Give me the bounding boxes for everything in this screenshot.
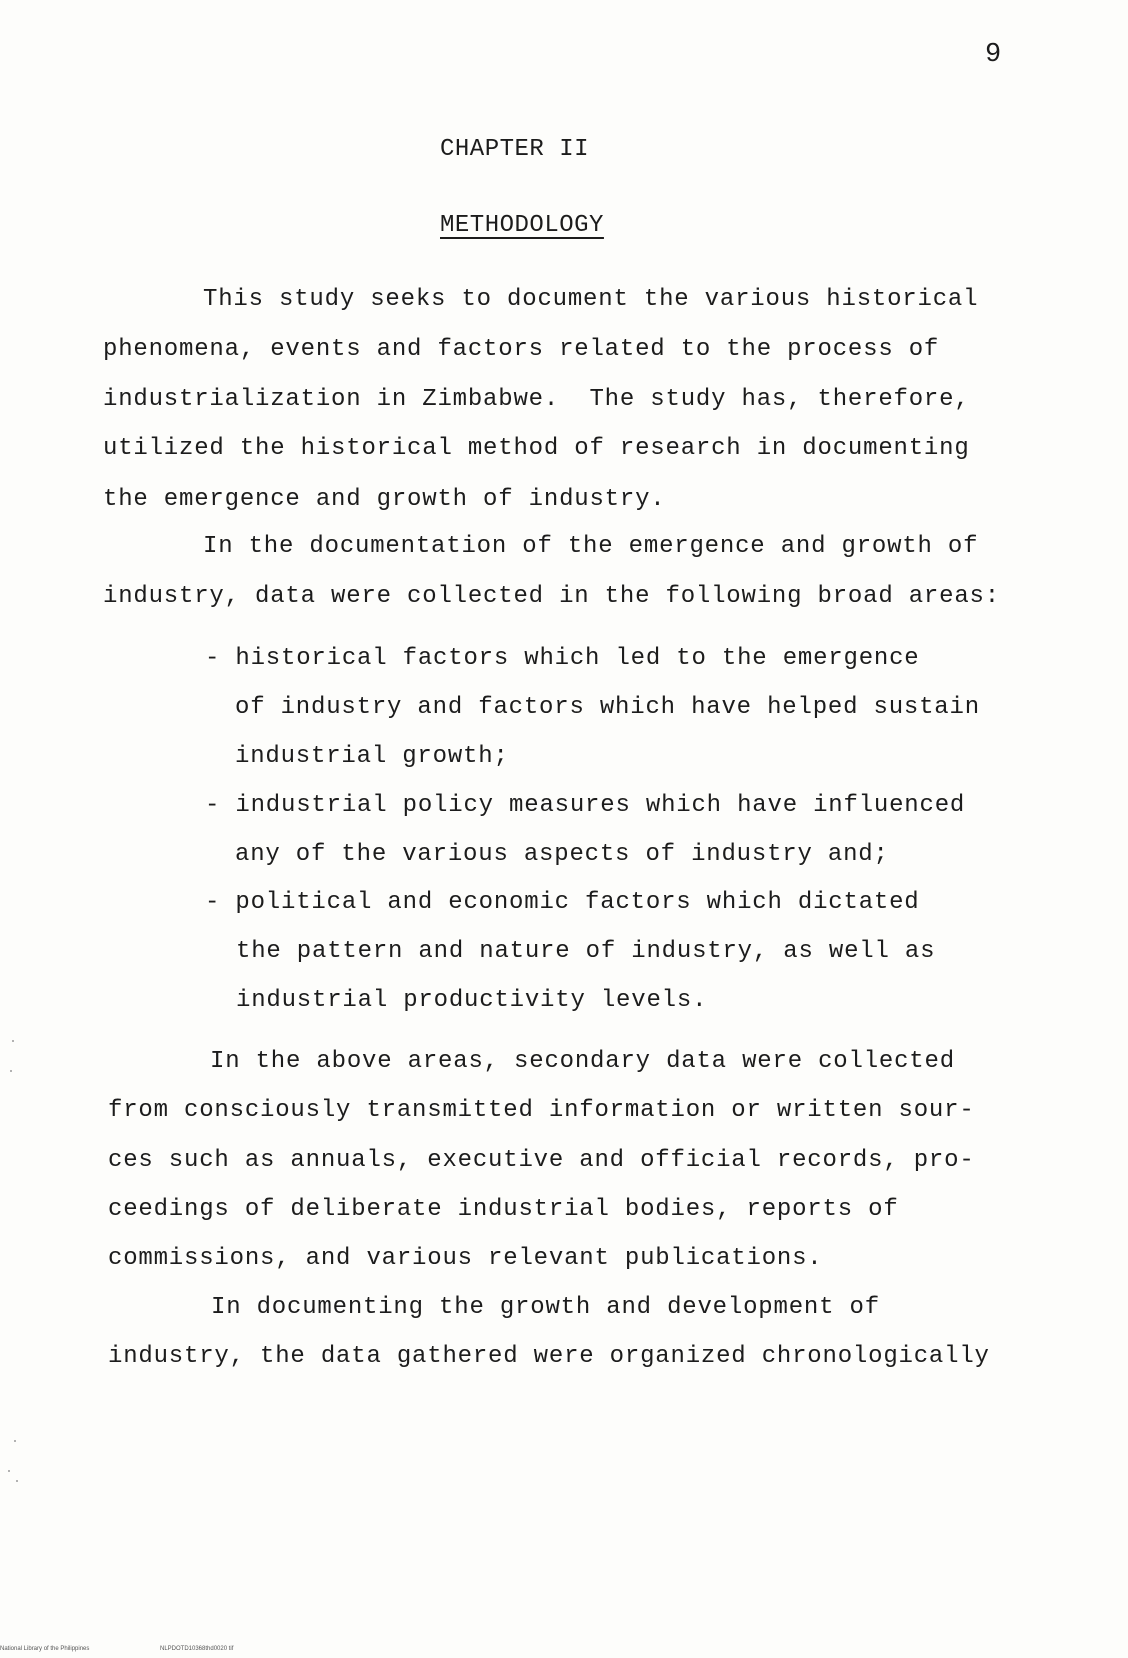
- footer-library-label: National Library of the Philippines: [0, 1646, 90, 1652]
- scan-speck: [12, 1040, 14, 1042]
- footer-document-id: NLPDOTD10368thd0020 tif: [160, 1646, 234, 1652]
- paragraph-line: industry, data were collected in the following broad areas:: [103, 583, 1000, 610]
- paragraph-line: ceedings of deliberate industrial bodies, reports of: [108, 1196, 899, 1223]
- bullet-line: - political and economic factors which dictated: [205, 889, 920, 916]
- paragraph-line: In the documentation of the emergence and growth of: [203, 533, 979, 560]
- paragraph-line: This study seeks to document the various historical: [203, 286, 979, 313]
- paragraph-line: industry, the data gathered were organized chronologically: [108, 1343, 990, 1370]
- chapter-heading: CHAPTER II: [440, 136, 590, 163]
- bullet-line: of industry and factors which have helped sustain: [235, 694, 980, 721]
- paragraph-line: In the above areas, secondary data were collected: [210, 1048, 955, 1075]
- scan-speck: [8, 1470, 10, 1472]
- paragraph-line: the emergence and growth of industry.: [103, 486, 666, 513]
- paragraph-line: phenomena, events and factors related to the process of: [103, 336, 940, 363]
- paragraph-line: from consciously transmitted information or written sour-: [108, 1097, 975, 1124]
- paragraph-line: commissions, and various relevant publications.: [108, 1245, 823, 1272]
- section-title: METHODOLOGY: [440, 212, 604, 239]
- bullet-line: industrial productivity levels.: [236, 987, 708, 1014]
- paragraph-line: In documenting the growth and development of: [211, 1294, 880, 1321]
- page-number: 9: [985, 40, 1002, 70]
- scan-speck: [14, 1440, 16, 1442]
- bullet-line: - industrial policy measures which have influenced: [205, 792, 966, 819]
- scan-speck: [16, 1480, 18, 1482]
- paragraph-line: ces such as annuals, executive and official records, pro-: [108, 1147, 975, 1174]
- paragraph-line: utilized the historical method of research in documenting: [103, 435, 970, 462]
- bullet-line: - historical factors which led to the emergence: [205, 645, 920, 672]
- bullet-line: any of the various aspects of industry and;: [235, 841, 889, 868]
- bullet-line: industrial growth;: [235, 743, 509, 770]
- bullet-line: the pattern and nature of industry, as well as: [236, 938, 936, 965]
- scan-speck: [10, 1070, 12, 1072]
- paragraph-line: industrialization in Zimbabwe. The study has, therefore,: [103, 386, 970, 413]
